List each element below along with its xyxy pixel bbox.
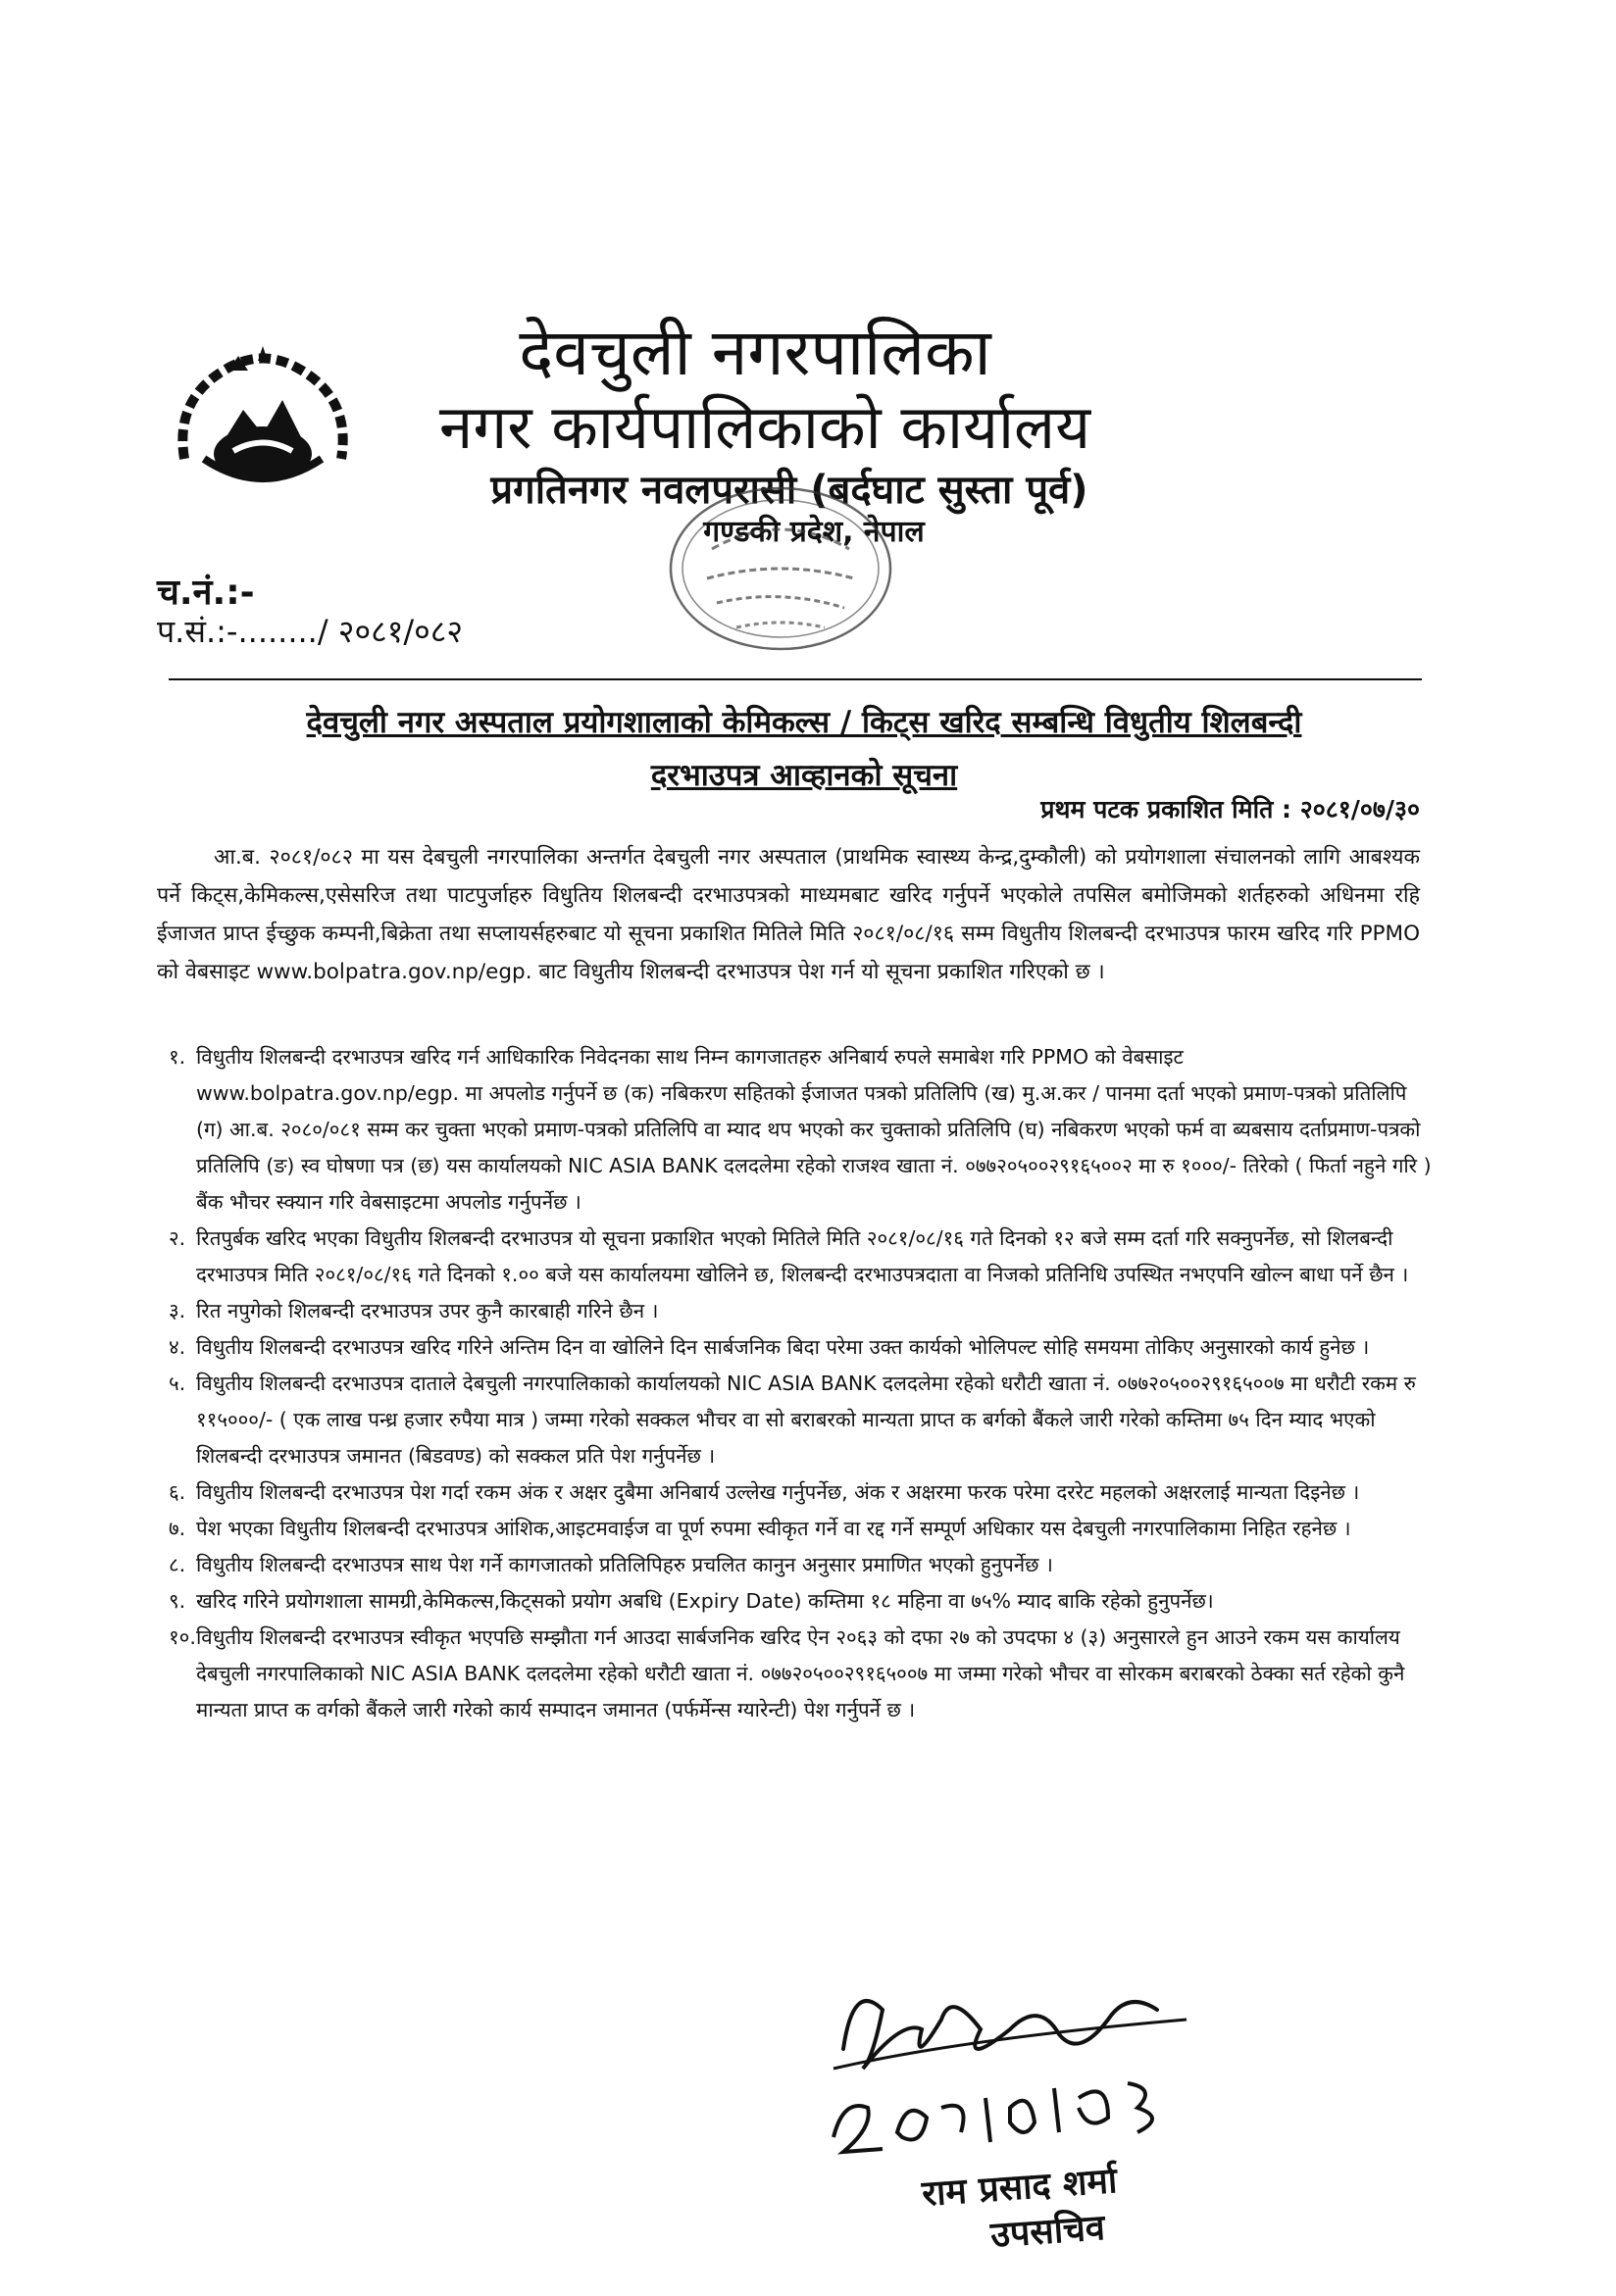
office-name: नगर कार्यपालिकाको कार्यालय: [438, 391, 1091, 463]
list-item: [157, 1329, 1432, 1366]
list-item: [157, 1620, 1432, 1728]
government-emblem-icon: [165, 341, 361, 508]
handwritten-signature: [814, 1961, 1226, 2176]
office-address: प्रगतिनगर नवलपरासी (बर्दघाट सुस्ता पूर्व): [490, 468, 1088, 513]
conditions-list: [157, 1039, 1432, 1728]
item-number: ३.: [169, 1299, 186, 1323]
province: गण्डकी प्रदेश, नेपाल: [703, 515, 925, 549]
notice-title-line1: देवचुली नगर अस्पताल प्रयोगशालाको केमिकल्स / किट्स खरिद सम्बन्धि विधुतीय शिलबन्दी: [306, 705, 1302, 740]
notice-title-line2: दरभाउपत्र आव्हानको सूचना: [650, 758, 958, 793]
list-item: [157, 1366, 1432, 1474]
item-text: रितपुर्बक खरिद भएका विधुतीय शिलबन्दी दरभाउपत्र यो सूचना प्रकाशित भएको मितिले मिति २०८१/०८/१६ गते दिनको १२ बजे सम्म दर्ता गरि सक्नुपर्नेछ, सो शिलबन्दी दरभाउपत्र मिति २०८१/०८/१६ गते दिनको १.०० बजे यस कार्यालयमा खोलिने छ, शिलबन्दी दरभाउपत्रदाता वा निजको प्रतिनिधि उपस्थित नभएपनि खोल्न बाधा पर्ने छैन ।: [196, 1226, 1409, 1286]
item-number: २.: [169, 1226, 186, 1250]
item-number: १०.: [169, 1625, 196, 1649]
header-divider: [169, 678, 1422, 680]
list-item: [157, 1293, 1432, 1329]
list-item: [157, 1474, 1432, 1511]
signer-name: राम प्रसाद शर्मा: [920, 2161, 1119, 2215]
org-name: देवचुली नगरपालिका: [519, 315, 991, 390]
reference-number: च.नं.:-: [157, 573, 255, 613]
item-text: विधुतीय शिलबन्दी दरभाउपत्र स्वीकृत भएपछि सम्झौता गर्न आउदा सार्बजनिक खरिद ऐन २०६३ को दफा २७ को उपदफा ४ (३) अनुसारले हुन आउने रकम यस कार्यालय देबचुली नगरपालिकाको NIC ASIA BANK दलदलेमा रहेको धरौटी खाता नं. ०७७२०५००२९१६५००७ मा जम्मा गरेको भौचर वा सोरकम बराबरको ठेक्का सर्त रहेको कुनै मान्यता प्राप्त क वर्गको बैंकले जारी गरेको कार्य सम्पादन जमानत (पर्फर्मेन्स ग्यारेन्टी) पेश गर्नुपर्ने छ ।: [196, 1625, 1405, 1722]
item-text: विधुतीय शिलबन्दी दरभाउपत्र साथ पेश गर्ने कागजातको प्रतिलिपिहरु प्रचलित कानुन अनुसार प्रमाणित भएको हुनुपर्नेछ ।: [196, 1553, 1053, 1576]
item-text: रित नपुगेको शिलबन्दी दरभाउपत्र उपर कुनै कारबाही गरिने छैन ।: [196, 1299, 659, 1323]
item-text: विधुतीय शिलबन्दी दरभाउपत्र दाताले देबचुली नगरपालिकाको कार्यालयको NIC ASIA BANK दलदलेमा रहेको धरौटी खाता नं. ०७७२०५००२९१६५००७ मा धरौटी रकम रु ११५०००/- ( एक लाख पन्ध्र हजार रुपैया मात्र ) जम्मा गरेको सक्कल भौचर वा सो बराबरको मान्यता प्राप्त क बर्गको बैंकले जारी गरेको कम्तिमा ७५ दिन म्याद भएको शिलबन्दी दरभाउपत्र जमानत (बिडवण्ड) को सक्कल प्रति पेश गर्नुपर्नेछ ।: [196, 1372, 1416, 1468]
item-number: ४.: [169, 1335, 186, 1359]
list-item: [157, 1039, 1432, 1221]
item-number: ७.: [169, 1517, 186, 1540]
item-text: पेश भएका विधुतीय शिलबन्दी दरभाउपत्र आंशिक,आइटमवाईज वा पूर्ण रुपमा स्वीकृत गर्ने वा रद्द गर्ने सम्पूर्ण अधिकार यस देबचुली नगरपालिकामा निहित रहनेछ ।: [196, 1517, 1351, 1540]
item-number: १.: [169, 1045, 186, 1069]
item-number: ५.: [169, 1372, 186, 1395]
item-text: विधुतीय शिलबन्दी दरभाउपत्र खरिद गर्न आधिकारिक निवेदनका साथ निम्न कागजातहरु अनिबार्य रुपले समाबेश गरि PPMO को वेबसाइट www.bolpatra.gov.np/egp. मा अपलोड गर्नुपर्ने छ (क) नबिकरण सहितको ईजाजत पत्रको प्रतिलिपि (ख) मु.अ.कर / पानमा दर्ता भएको प्रमाण-पत्रको प्रतिलिपि (ग) आ.ब. २०८०/०८१ सम्म कर चुक्ता भएको प्रमाण-पत्रको प्रतिलिपि वा म्याद थप भएको कर चुक्ताको प्रतिलिपि (घ) नबिकरण भएको फर्म वा ब्यबसाय दर्ताप्रमाण-पत्रको प्रतिलिपि (ङ) स्व घोषणा पत्र (छ) यस कार्यालयको NIC ASIA BANK दलदलेमा रहेको राजश्व खाता नं. ०७७२०५००२९१६५००२ मा रु १०००/- तिरेको ( फिर्ता नहुने गरि ) बैंक भौचर स्क्यान गरि वेबसाइटमा अपलोड गर्नुपर्नेछ ।: [196, 1045, 1432, 1214]
list-item: [157, 1511, 1432, 1547]
signer-title: उपसचिव: [988, 2207, 1107, 2257]
registration-number: प.सं.:-......../ २०८१/०८२: [157, 613, 464, 650]
item-text: विधुतीय शिलबन्दी दरभाउपत्र खरिद गरिने अन्तिम दिन वा खोलिने दिन सार्बजनिक बिदा परेमा उक्त कार्यको भोलिपल्ट सोहि समयमा तोकिए अनुसारको कार्य हुनेछ ।: [196, 1335, 1370, 1359]
item-text: विधुतीय शिलबन्दी दरभाउपत्र पेश गर्दा रकम अंक र अक्षर दुबैमा अनिबार्य उल्लेख गर्नुपर्नेछ, अंक र अक्षरमा फरक परेमा दररेट महलको अक्षरलाई मान्यता दिइनेछ ।: [196, 1480, 1360, 1504]
list-item: [157, 1547, 1432, 1583]
item-number: ६.: [169, 1480, 186, 1504]
office-stamp: [663, 480, 898, 657]
notice-intro: आ.ब. २०८१/०८२ मा यस देबचुली नगरपालिका अन्तर्गत देबचुली नगर अस्पताल (प्राथमिक स्वास्थ्य केन्द्र,दुम्कौली) को प्रयोगशाला संचालनको लागि आबश्यक पर्ने किट्स,केमिकल्स,एसेसरिज तथा पाटपुर्जाहरु विधुतिय शिलबन्दी दरभाउपत्रको माध्यमबाट खरिद गर्नुपर्ने भएकोले तपसिल बमोजिमको शर्तहरुको अधिनमा रहि ईजाजत प्राप्त ईच्छुक कम्पनी,बिक्रेता तथा सप्लायर्सहरुबाट यो सूचना प्रकाशित मितिले मिति २०८१/०८/१६ सम्म विधुतीय शिलबन्दी दरभाउपत्र फारम खरिद गरि PPMO को वेबसाइट www.bolpatra.gov.np/egp. बाट विधुतीय शिलबन्दी दरभाउपत्र पेश गर्न यो सूचना प्रकाशित गरिएको छ ।: [157, 845, 1420, 984]
list-item: [157, 1583, 1432, 1620]
published-date: प्रथम पटक प्रकाशित मिति : २०८१/०७/३०: [1040, 795, 1420, 824]
item-number: ८.: [169, 1553, 186, 1576]
list-item: [157, 1221, 1432, 1293]
notice-title: [157, 696, 1451, 802]
item-text: खरिद गरिने प्रयोगशाला सामग्री,केमिकल्स,किट्सको प्रयोग अबधि (Expiry Date) कम्तिमा १८ महिना वा ७५% म्याद बाकि रहेको हुनुपर्नेछ।: [196, 1589, 1214, 1613]
item-number: ९.: [169, 1589, 186, 1613]
